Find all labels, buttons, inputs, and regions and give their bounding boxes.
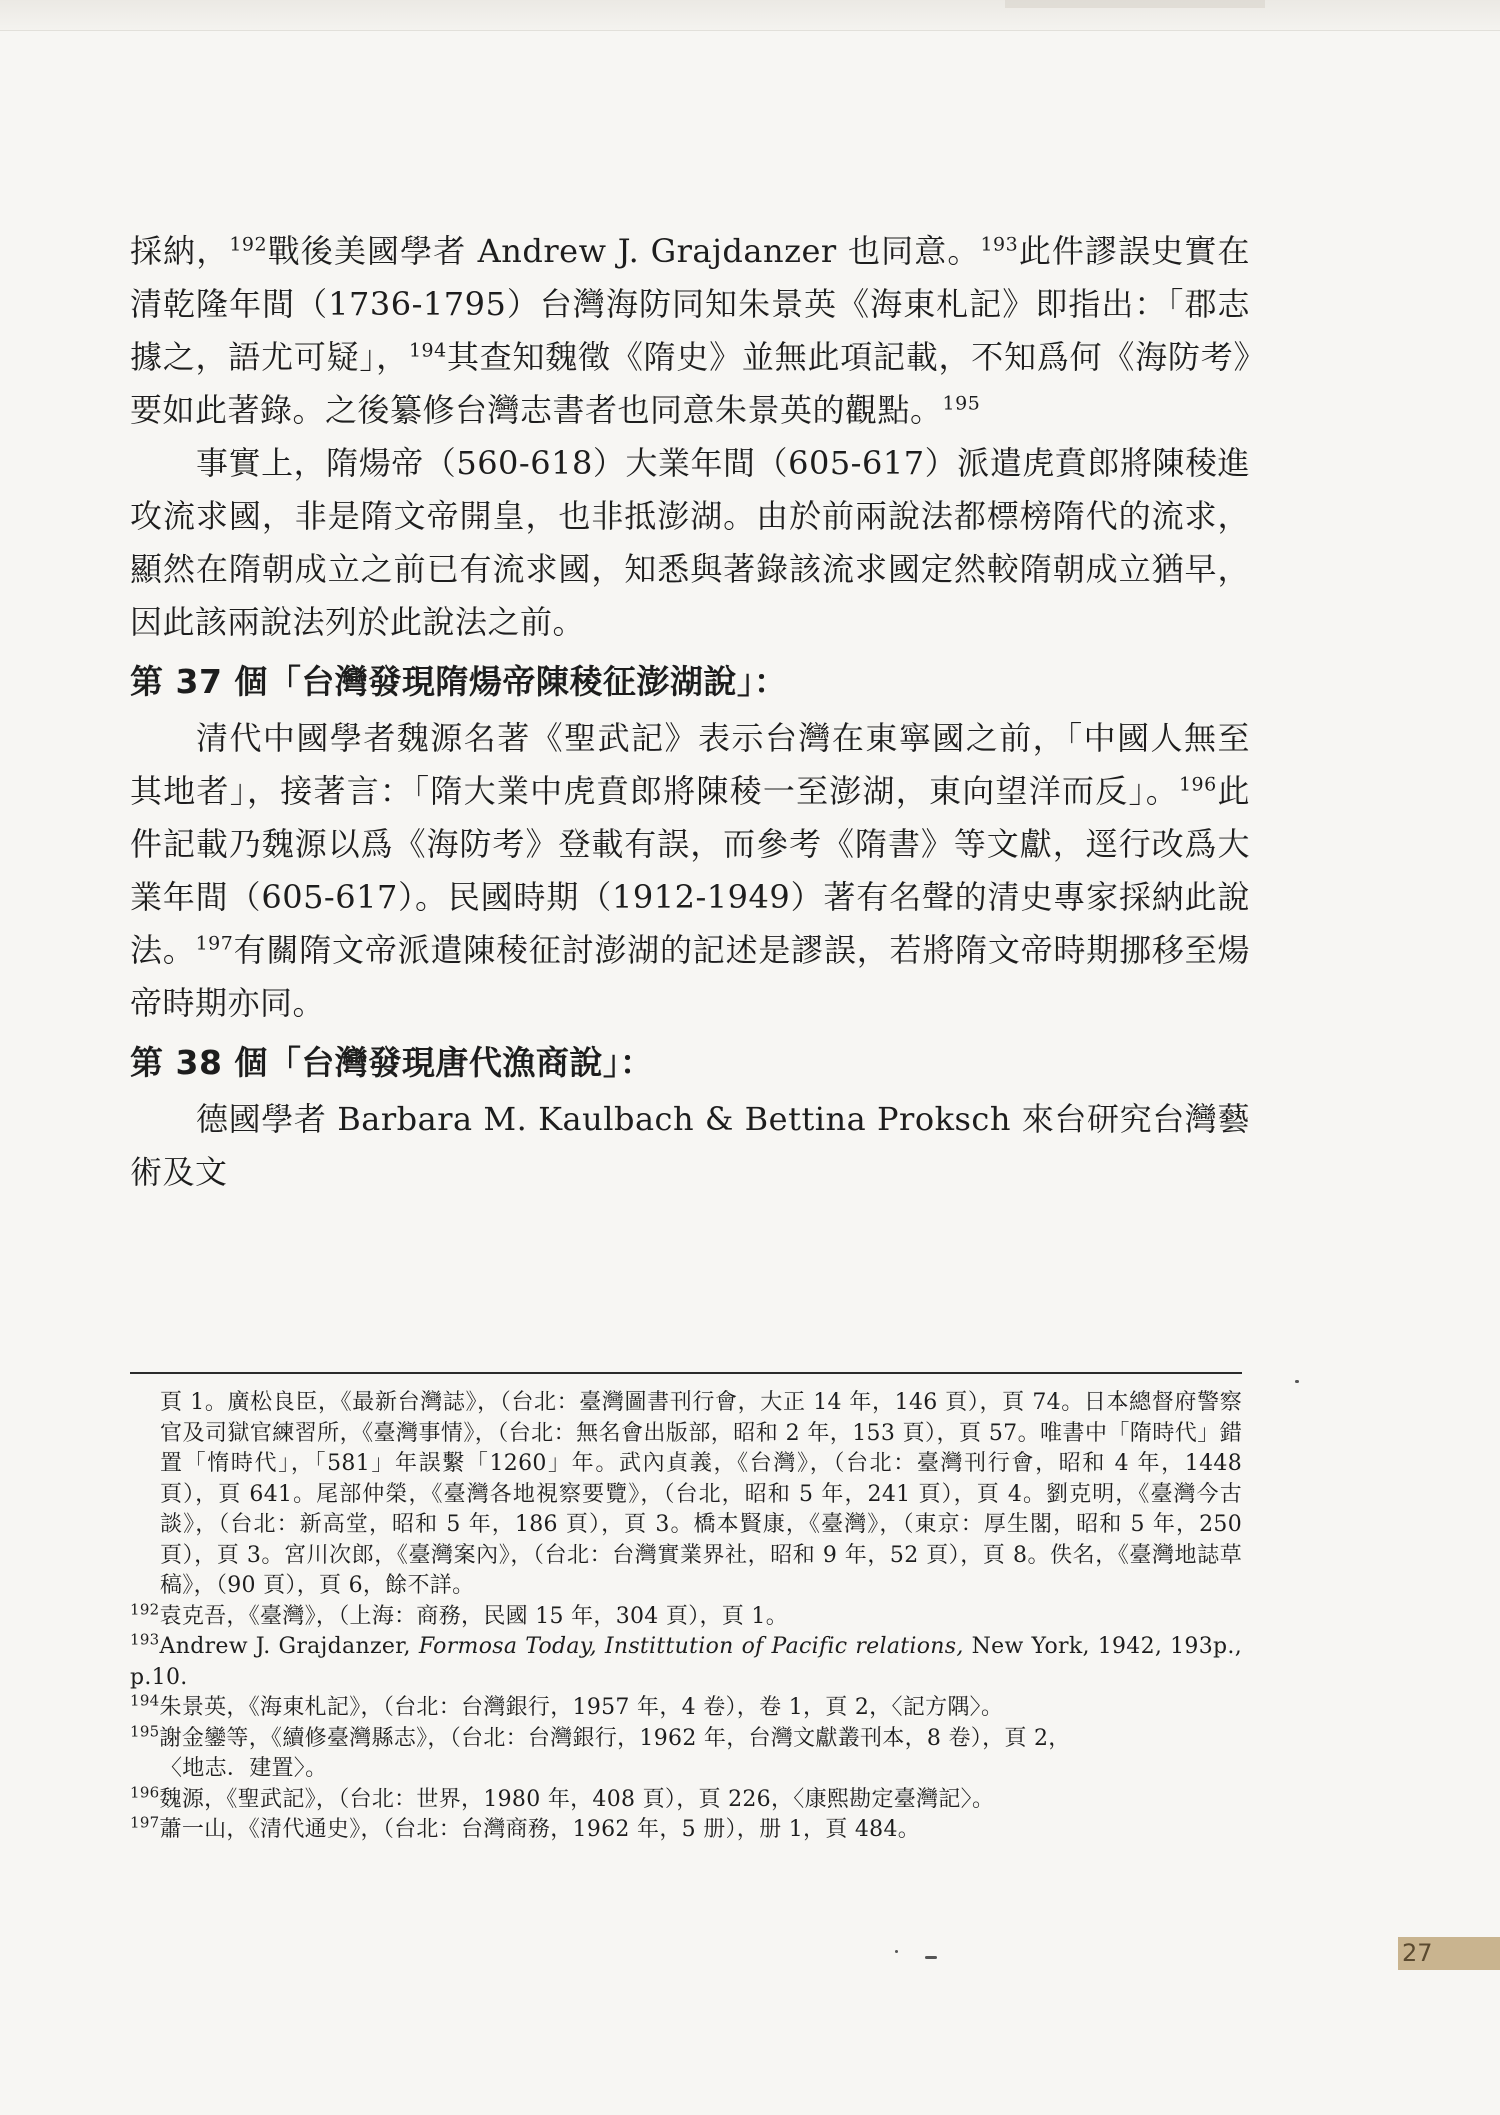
footnote-number: 193 bbox=[130, 1630, 160, 1649]
footnote-ref-192: 192 bbox=[229, 233, 268, 256]
footnote-text: New York, 1942, 193p., p.10. bbox=[130, 1634, 1242, 1690]
text-run: 清代中國學者魏源名著《聖武記》表示台灣在東寧國之前，「中國人無至其地者」，接著言：「隋大業中虎賁郎將陳稜一至澎湖，東向望洋而反」。 bbox=[130, 719, 1250, 810]
footnote-text: Andrew J. Grajdanzer, bbox=[159, 1634, 419, 1659]
running-header-mark bbox=[1005, 0, 1265, 8]
text-run: 其查知魏徵《隋史》並無此項記載，不知爲何《海防考》要如此著錄。之後纂修台灣志書者也同意朱景英的觀點。 bbox=[130, 338, 1250, 429]
paragraph-4: 德國學者 Barbara M. Kaulbach & Bettina Proksch 來台研究台灣藝術及文 bbox=[130, 1100, 1250, 1191]
text-run: 戰後美國學者 Andrew J. Grajdanzer 也同意。 bbox=[267, 232, 981, 270]
footnotes bbox=[130, 1388, 1242, 1846]
footnote-195-continuation: 〈地志．建置〉。 bbox=[160, 1756, 328, 1781]
footnote-number: 196 bbox=[130, 1783, 160, 1802]
page-top-band bbox=[0, 0, 1500, 31]
footnote-192 bbox=[130, 1602, 1242, 1633]
footnote-195 bbox=[130, 1724, 1242, 1755]
section-heading-37: 第 37 個「台灣發現隋煬帝陳稜征澎湖說」： bbox=[130, 662, 788, 701]
footnote-text: 朱景英，《海東札記》，（台北：台灣銀行，1957 年，4 卷），卷 1，頁 2，〈記方隅〉。 bbox=[159, 1695, 1004, 1720]
scan-speck bbox=[925, 1956, 937, 1959]
footnote-ref-195: 195 bbox=[942, 392, 981, 415]
footnote-title-italic: Formosa Today, Instittution of Pacific relations, bbox=[418, 1634, 964, 1659]
section-heading-38: 第 38 個「台灣發現唐代漁商說」： bbox=[130, 1043, 654, 1082]
text-run: 此件謬誤史實在清乾隆年間（1736-1795）台灣海防同知朱景英《海東札記》即指出：「郡志據之，語尤可疑」， bbox=[130, 232, 1250, 376]
footnote-divider bbox=[130, 1372, 1242, 1374]
footnote-number: 192 bbox=[130, 1600, 160, 1619]
paragraph-2: 事實上，隋煬帝（560-618）大業年間（605-617）派遣虎賁郎將陳稜進攻流求國，非是隋文帝開皇，也非抵澎湖。由於前兩說法都標榜隋代的流求，顯然在隋朝成立之前已有流求國，知悉與著錄該流求國定然較隋朝成立猶早，因此該兩說法列於此說法之前。 bbox=[130, 444, 1250, 641]
footnote-text: 袁克吾，《臺灣》，（上海：商務，民國 15 年，304 頁），頁 1。 bbox=[159, 1603, 788, 1629]
footnote-197 bbox=[130, 1815, 1242, 1846]
footnote-text: 魏源，《聖武記》，（台北：世界，1980 年，408 頁），頁 226，〈康熙勘定臺灣記〉。 bbox=[159, 1786, 995, 1812]
footnote-number: 197 bbox=[130, 1813, 160, 1832]
footnote-text: 蕭一山，《清代通史》，（台北：台灣商務，1962 年，5 册），册 1，頁 484。 bbox=[159, 1817, 921, 1842]
text-run: 採納， bbox=[130, 232, 230, 270]
footnote-194 bbox=[130, 1693, 1242, 1724]
footnote-196 bbox=[130, 1785, 1242, 1816]
paragraph-1 bbox=[130, 225, 1250, 437]
footnote-ref-194: 194 bbox=[408, 339, 447, 362]
paragraph-3 bbox=[130, 712, 1250, 1030]
footnote-ref-197: 197 bbox=[195, 932, 234, 955]
footnote-193 bbox=[130, 1632, 1242, 1693]
scan-speck bbox=[1295, 1380, 1299, 1383]
footnote-number: 195 bbox=[130, 1722, 160, 1741]
text-run: 此件記載乃魏源以爲《海防考》登載有誤，而參考《隋書》等文獻，逕行改爲大業年間（605-617）。民國時期（1912-1949）著有名聲的清史專家採納此說法。 bbox=[130, 772, 1250, 969]
footnote-ref-193: 193 bbox=[980, 233, 1019, 256]
footnote-continuation: 頁 1。廣松良臣，《最新台灣誌》，（台北：臺灣圖書刊行會，大正 14 年，146 頁），頁 74。日本總督府警察官及司獄官練習所，《臺灣事情》，（台北：無名會出版部，昭和 2 年，153 頁），頁 57。唯書中「隋時代」錯置「惰時代」，「581」年誤繫「1260」年。武內貞義，《台灣》，（台北：臺灣刊行會，昭和 4 年，1448 頁），頁 641。尾部仲榮，《臺灣各地視察要覽》，（台北，昭和 5 年，241 頁），頁 4。劉克明，《臺灣今古談》，（台北：新高堂，昭和 5 年，186 頁），頁 3。橋本賢康，《臺灣》，（東京：厚生閣，昭和 5 年，250 頁），頁 3。宮川次郎，《臺灣案內》，（台北：台灣實業界社，昭和 9 年，52 頁），頁 8。佚名，《臺灣地誌草稿》，（90 頁），頁 6，餘不詳。 bbox=[160, 1390, 1242, 1598]
page-number: 27 bbox=[1402, 1939, 1433, 1967]
footnote-text: 謝金鑾等，《續修臺灣縣志》，（台北：台灣銀行，1962 年，台灣文獻叢刊本，8 卷），頁 2， bbox=[159, 1725, 1071, 1751]
footnote-number: 194 bbox=[130, 1691, 160, 1710]
footnote-ref-196: 196 bbox=[1178, 773, 1217, 796]
main-text bbox=[130, 225, 1250, 1199]
scan-speck bbox=[895, 1950, 898, 1953]
text-run: 有關隋文帝派遣陳稜征討澎湖的記述是謬誤，若將隋文帝時期挪移至煬帝時期亦同。 bbox=[130, 931, 1250, 1022]
